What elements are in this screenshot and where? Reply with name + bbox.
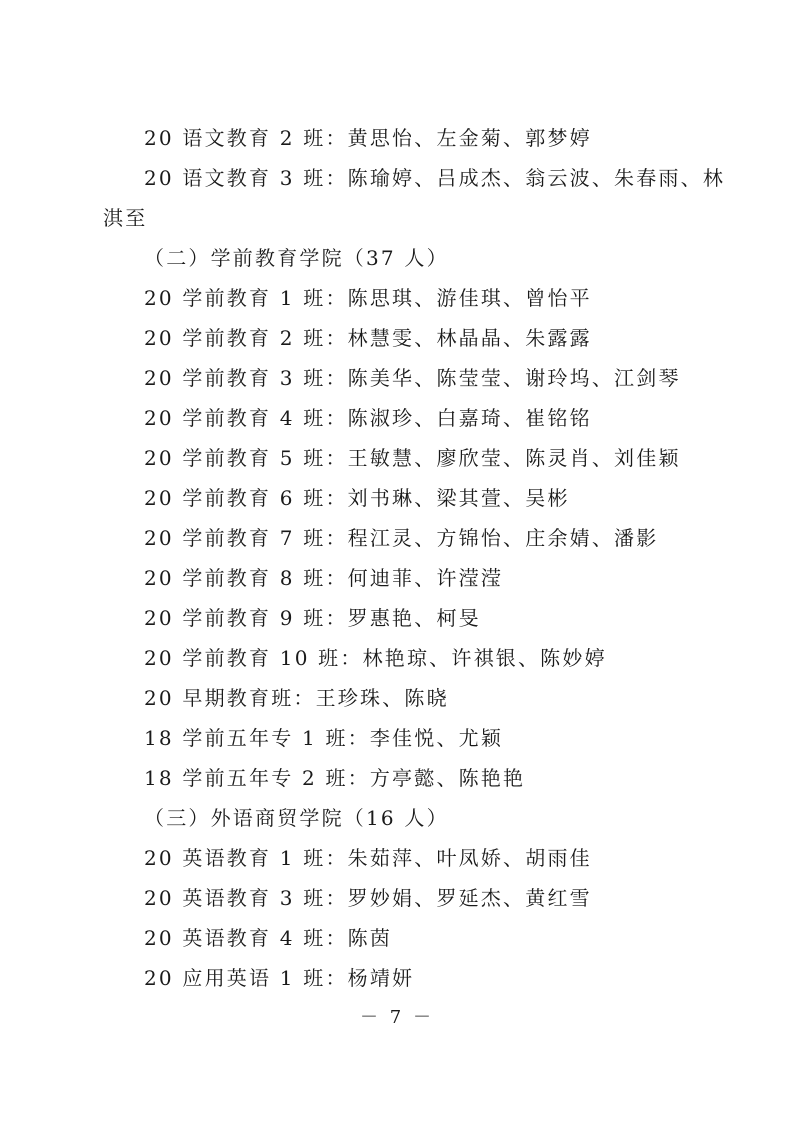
class-list-line: 20 学前教育 10 班：林艳琼、许祺银、陈妙婷 [144, 646, 607, 670]
class-list-line: 18 学前五年专 2 班：方亭懿、陈艳艳 [144, 766, 526, 790]
class-list-line: 20 语文教育 2 班：黄思怡、左金菊、郭梦婷 [144, 126, 592, 150]
class-list-line: 20 学前教育 3 班：陈美华、陈莹莹、谢玲坞、江剑琴 [144, 366, 681, 390]
section-heading: （三）外语商贸学院（16 人） [144, 806, 449, 830]
class-list-line: 20 学前教育 5 班：王敏慧、廖欣莹、陈灵肖、刘佳颖 [144, 446, 681, 470]
class-list-line: 20 英语教育 1 班：朱茹萍、叶凤娇、胡雨佳 [144, 846, 592, 870]
class-list-line: 20 学前教育 2 班：林慧雯、林晶晶、朱露露 [144, 326, 592, 350]
class-list-line: 20 英语教育 4 班：陈茵 [144, 926, 393, 950]
class-list-line: 20 学前教育 1 班：陈思琪、游佳琪、曾怡平 [144, 286, 592, 310]
class-list-line: 18 学前五年专 1 班：李佳悦、尤颖 [144, 726, 504, 750]
section-heading: （二）学前教育学院（37 人） [144, 246, 449, 270]
class-list-line: 20 学前教育 9 班：罗惠艳、柯旻 [144, 606, 481, 630]
class-list-line: 20 语文教育 3 班：陈瑜婷、吕成杰、翁云波、朱春雨、林 [144, 166, 726, 190]
page-number: － 7 － [360, 1007, 434, 1028]
class-list-line-continuation: 淇至 [103, 206, 148, 230]
class-list-line: 20 学前教育 4 班：陈淑珍、白嘉琦、崔铭铭 [144, 406, 592, 430]
class-list-line: 20 学前教育 7 班：程江灵、方锦怡、庄余婧、潘影 [144, 526, 659, 550]
class-list-line: 20 学前教育 6 班：刘书琳、梁其萱、吴彬 [144, 486, 570, 510]
class-list-line: 20 早期教育班：王珍珠、陈晓 [144, 686, 449, 710]
class-list-line: 20 学前教育 8 班：何迪菲、许滢滢 [144, 566, 504, 590]
class-list-line: 20 英语教育 3 班：罗妙娟、罗延杰、黄红雪 [144, 886, 592, 910]
class-list-line: 20 应用英语 1 班：杨靖妍 [144, 966, 415, 990]
